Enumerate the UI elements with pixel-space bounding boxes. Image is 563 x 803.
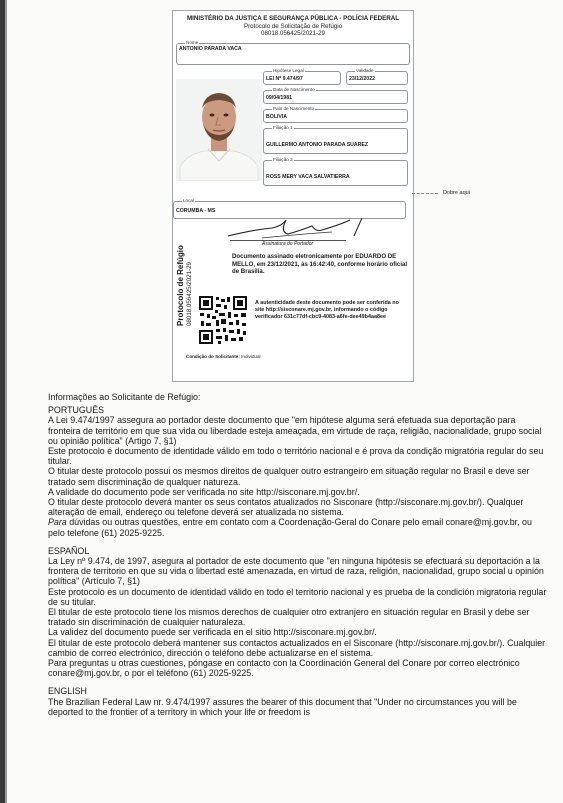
pt-italic-word: Para [48,517,67,528]
info-title: Informações ao Solicitante de Refúgio: [48,392,201,402]
field-value: GUILLERMO ANTONIO PARADA SUAREZ [266,142,369,148]
es-paragraph: La validez del documento puede ser verificada en el sitio http://sisconare.mj.gov.br/. [48,627,377,638]
es-paragraph: Este protocolo es un documento de identidad válido en todo el territorio nacional y es prueba de la condición migratoria regular de su titular. [48,586,547,607]
pt-contact-text: dúvidas ou outras questões, entre em contato com a Coordenação-Geral do Conare pelo email conare@mj.gov.br, ou pelo telefone (61) 2025-9225. [48,517,532,538]
holder-signature [222,212,382,242]
vertical-protocol-label [176,211,193,326]
es-paragraph: El titular de este protocolo deberá mantener sus contactos actualizados en el Sisconare (http://sisconare.mj.gov.br/). Cualquier cambio de correo electrónico, dirección o teléfono debe actualizarse en el sistema. [48,637,546,658]
field-pais-nascimento [263,106,408,123]
field-value: ANTONIO PARADA VACA [179,46,242,52]
field-label: Hipótese Legal [273,68,304,73]
vertical-title: Protocolo de Refúgio [176,245,185,326]
holder-photo [176,79,262,181]
field-value: ROSS MERY VACA SALVATIERRA [266,174,350,180]
field-filiacao-1 [263,125,408,154]
condition-label: Condição do Solicitante: [186,354,240,359]
electronic-signature-text: Documento assinado eletronicamente por EDUARDO DE MELLO, em 23/12/2021, às 16:42:40, conforme horário oficial de Brasília. [232,253,408,276]
condition-line [186,354,261,359]
qr-code-icon [199,296,247,344]
card-header [173,15,413,38]
field-validade [346,68,408,85]
pt-paragraph: O titular deste protocolo possui os mesmos direitos de qualquer outro estrangeiro em situação regular no Brasil e deve ser tratado sem discriminação de qualquer natureza. [48,466,530,487]
pt-paragraph: A Lei 9.474/1997 assegura ao portador deste documento que "em hipótese alguma será efetuada sua deportação para fronteira de território em que sua vida ou liberdade esteja ameaçada, em virtude de raça, religião, nacionalidade, grupo social ou opinião política" (Artigo 7, §1) [48,415,542,446]
portrait-image [176,79,262,181]
field-label: Local [183,198,194,203]
section-heading-pt: PORTUGUÊS [48,405,105,416]
field-value: 09/04/1981 [266,95,292,101]
field-value: LEI Nº 9.474/97 [266,76,303,82]
en-paragraph: The Brazilian Federal Law nr. 9.474/1997 assures the bearer of this document that "Under no circumstances you will be deported to the frontier of a territory in which your life or freedom is [48,696,517,717]
pt-paragraph-contact [48,517,548,537]
field-label: Nome [186,40,199,45]
section-heading-es: ESPAÑOL [48,545,90,556]
vertical-number: 08018.056425/2021-29 [186,262,193,326]
field-nome [176,40,410,65]
field-label: Validade [356,68,374,73]
condition-value: Individual [241,354,261,359]
signature-label: Assinatura do Portador [262,241,314,247]
ministry-name: MINISTÉRIO DA JUSTIÇA E SEGURANÇA PÚBLICA - POLÍCIA FEDERAL [187,15,399,22]
protocol-number: 08018.056425/2021-29 [261,30,325,37]
field-value: 23/12/2022 [349,76,375,82]
pt-paragraph: Este protocolo é documento de identidade válido em todo o território nacional e é prova da condição migratória regular do seu titular. [48,446,544,467]
field-value: CORUMBA - MS [176,208,216,214]
field-hipotese-legal [263,68,341,85]
es-paragraph: La Ley nº 9.474, de 1997, asegura al portador de este documento que "en ninguna hipótesis se efectuará su deportación a la frontera de territorio en que su vida o libertad esté amenazada, en virtud de raza, religión, nacionalidad, grupo social u opinión política" (Artículo 7, §1) [48,556,544,587]
pt-paragraph: A validade do documento pode ser verificada no site http://sisconare.mj.gov.br/. [48,486,360,497]
field-filiacao-2 [263,157,408,186]
field-value: BOLIVIA [266,114,288,120]
field-label: Filiação 1 [273,125,293,130]
authenticity-text: A autenticidade deste documento pode ser conferida no site http://sisconare.mj.gov.br, informando o código verificador 631c77df-cbc9-4083-a6fe-dee49b4aa8ee [255,300,399,320]
pt-paragraph: O titular deste protocolo deverá manter os seus contatos atualizados no Sisconare (http://sisconare.mj.gov.br/). Qualquer alteração de email, endereço ou telefone deverá ser atualizada no sistema. [48,497,524,518]
es-paragraph: Para preguntas u otras cuestiones, póngase en contacto con la Coordinación General del Conare por correo electrónico conare@mj.gov.br, o por el teléfono (61) 2025-9225. [48,658,520,679]
field-label: Filiação 2 [273,157,293,162]
fold-label: Dobre aqui [443,190,470,196]
field-label: Data de Nascimento [273,87,315,92]
es-paragraph: El titular de este protocolo tiene los mismos derechos de cualquier otro extranjero en situación regular en Brasil y debe ser tratado sin discriminación de cualquier naturaleza. [48,607,530,628]
scan-edge-shadow [5,0,7,803]
field-data-nascimento [263,87,408,104]
protocol-title: Protocolo de Solicitação de Refúgio [243,22,343,30]
fold-line [412,193,438,194]
section-heading-en: ENGLISH [48,686,87,697]
applicant-information [48,392,548,717]
field-label: País de Nascimento [273,106,315,111]
